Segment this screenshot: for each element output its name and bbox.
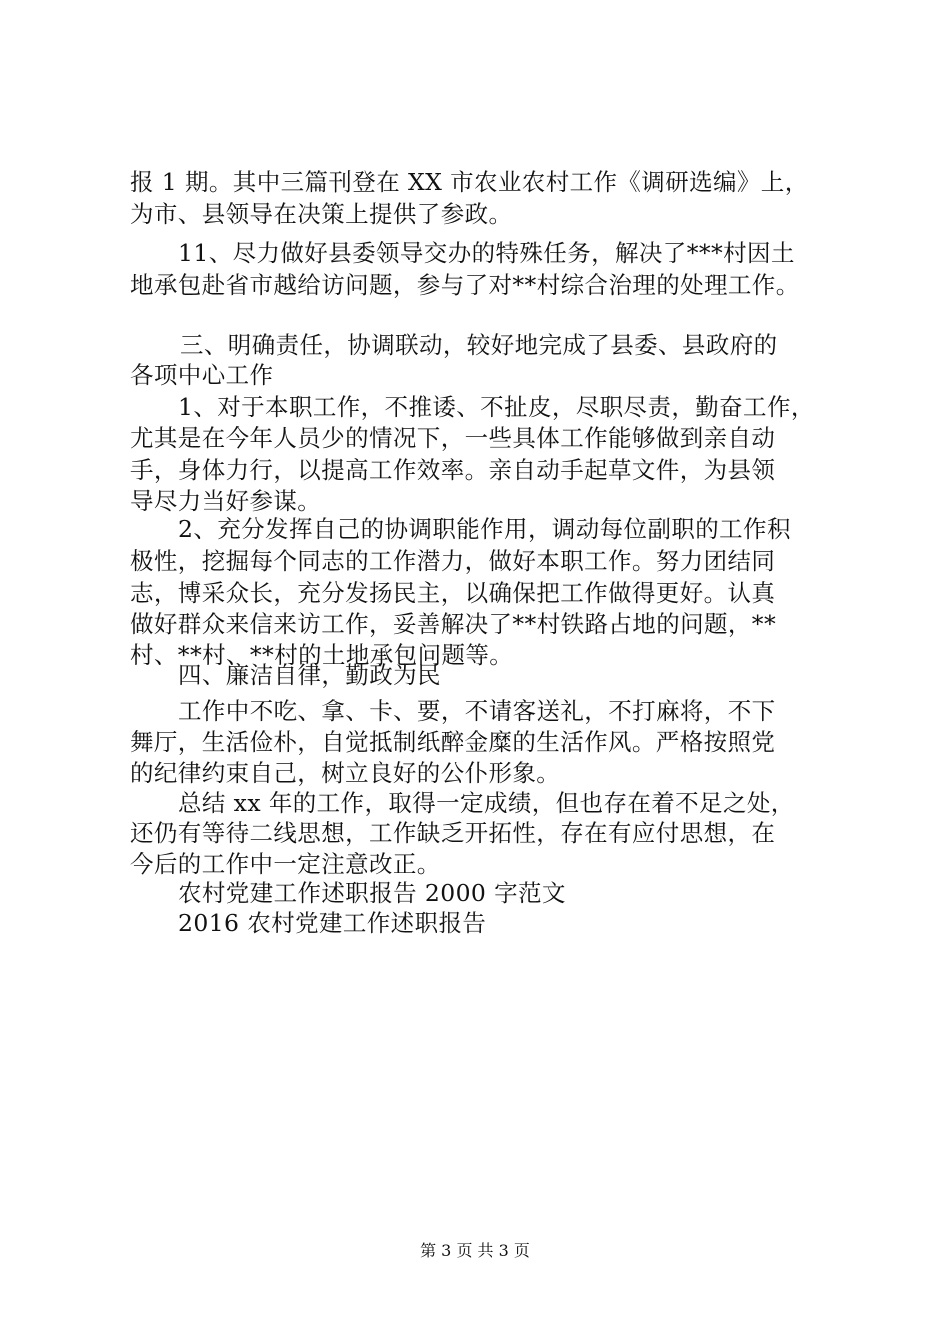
body-line: 地承包赴省市越给访问题，参与了对**村综合治理的处理工作。 bbox=[130, 271, 800, 299]
body-line: 1、对于本职工作，不推诿、不扯皮，尽职尽责，勤奋工作， bbox=[178, 393, 815, 421]
section-heading: 各项中心工作 bbox=[130, 361, 274, 389]
body-line: 工作中不吃、拿、卡、要，不请客送礼，不打麻将，不下 bbox=[178, 697, 776, 725]
body-line: 村、**村、**村的土地承包问题等。 bbox=[130, 641, 514, 669]
body-line: 今后的工作中一定注意改正。 bbox=[130, 850, 441, 878]
page-number-footer: 第 3 页 共 3 页 bbox=[420, 1241, 530, 1260]
body-line: 报 1 期。其中三篇刊登在 XX 市农业农村工作《调研选编》上， bbox=[130, 168, 809, 196]
body-line: 导尽力当好参谋。 bbox=[130, 487, 322, 515]
section-heading: 三、明确责任，协调联动，较好地完成了县委、县政府的 bbox=[180, 331, 778, 359]
body-line: 极性，挖掘每个同志的工作潜力，做好本职工作。努力团结同 bbox=[130, 547, 776, 575]
related-link-text: 2016 农村党建工作述职报告 bbox=[178, 909, 487, 937]
body-line: 的纪律约束自己，树立良好的公仆形象。 bbox=[130, 759, 561, 787]
body-line: 11、尽力做好县委领导交办的特殊任务，解决了***村因土 bbox=[178, 239, 795, 267]
body-line: 做好群众来信来访工作，妥善解决了**村铁路占地的问题，** bbox=[130, 610, 777, 638]
body-line: 2、充分发挥自己的协调职能作用，调动每位副职的工作积 bbox=[178, 515, 791, 543]
body-line: 总结 xx 年的工作，取得一定成绩，但也存在着不足之处， bbox=[178, 789, 795, 817]
body-line: 志，博采众长，充分发扬民主，以确保把工作做得更好。认真 bbox=[130, 579, 776, 607]
body-line: 尤其是在今年人员少的情况下，一些具体工作能够做到亲自动 bbox=[130, 424, 776, 452]
body-line: 还仍有等待二线思想，工作缺乏开拓性，存在有应付思想，在 bbox=[130, 819, 776, 847]
related-link-text: 农村党建工作述职报告 2000 字范文 bbox=[178, 879, 566, 907]
section-heading: 四、廉洁自律，勤政为民 bbox=[178, 661, 441, 689]
body-line: 手，身体力行，以提高工作效率。亲自动手起草文件，为县领 bbox=[130, 456, 776, 484]
body-line: 舞厅，生活俭朴，自觉抵制纸醉金糜的生活作风。严格按照党 bbox=[130, 728, 776, 756]
body-line: 为市、县领导在决策上提供了参政。 bbox=[130, 200, 513, 228]
